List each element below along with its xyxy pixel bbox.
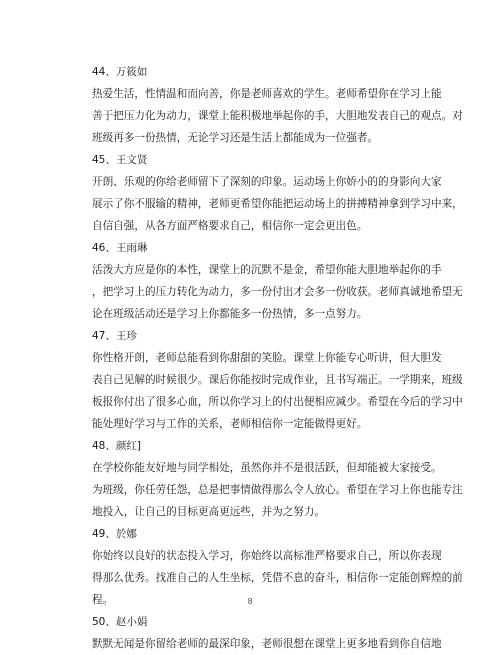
entry-paragraph — [92, 259, 463, 325]
paragraph-line: 活泼大方应是你的本性，课堂上的沉默不是金，希望你能大胆地举起你的手 — [92, 264, 442, 276]
paragraph-line: 为班级，你任劳任怨，总是把事情做得那么令人放心。希望在学习上你也能专注 — [92, 484, 463, 496]
entry-heading: 49、於娜 — [92, 528, 137, 540]
paragraph-line: 能处理好学习与工作的关系，老师相信你一定能做得更好。 — [92, 418, 368, 430]
paragraph-line: 你始终以良好的状态投入学习，你始终以高标准严格要求自己，所以你表现 — [92, 550, 442, 562]
paragraph-line: 展示了你不服输的精神，老师更希望你能把运动场上的拼搏精神拿到学习中来， — [92, 198, 463, 210]
document-body — [92, 61, 463, 655]
entry-paragraph — [92, 633, 442, 655]
entry-paragraph — [92, 457, 463, 523]
paragraph-line: 表自己见解的时候很少。课后你能按时完成作业，且书写端正。一学期来，班级 — [92, 374, 463, 386]
paragraph-line: 你性格开朗，老师总能看到你甜甜的笑脸。课堂上你能专心听讲，但大胆发 — [92, 352, 442, 364]
paragraph-line: ，把学习上的压力转化为动力，多一份付出才会多一份收获。老师真诚地希望无 — [92, 286, 463, 298]
entry-paragraph — [92, 347, 463, 435]
paragraph-line: 论在班级活动还是学习上你都能多一份热情，多一点努力。 — [92, 308, 368, 320]
paragraph-line: 得那么优秀。找准自己的人生坐标，凭借不息的奋斗，相信你一定能创辉煌的前 — [92, 572, 463, 584]
entry-heading: 48、颜红] — [92, 440, 141, 452]
entry-heading: 44、万筱如 — [92, 66, 148, 78]
paragraph-line: 在学校你能友好地与同学相处，虽然你并不是很活跃，但却能被大家接受。 — [92, 462, 442, 474]
entry-heading: 50、赵小娟 — [92, 616, 148, 628]
paragraph-line: 开朗、乐观的你给老师留下了深刻的印象。运动场上你娇小的的身影向大家 — [92, 176, 442, 188]
paragraph-line: 地投入，让自己的目标更高更远些，并为之努力。 — [92, 506, 326, 518]
entry-paragraph — [92, 83, 463, 149]
page-number: 8 — [247, 597, 253, 606]
entry-paragraph — [92, 171, 463, 237]
entry-heading: 46、王雨琳 — [92, 242, 148, 254]
paragraph-line: 默默无闻是你留给老师的最深印象，老师很想在课堂上更多地看到你自信地 — [92, 638, 442, 650]
paragraph-line: 热爱生活，性情温和而向善，你是老师喜欢的学生。老师希望你在学习上能 — [92, 88, 442, 100]
paragraph-line: 自信自强，从各方面严格要求自己，相信你一定会更出色。 — [92, 220, 368, 232]
paragraph-line: 程。 — [92, 594, 114, 606]
paragraph-line: 班级再多一份热情，无论学习还是生活上都能成为一位强者。 — [92, 132, 379, 144]
paragraph-line: 善于把压力化为动力，课堂上能积极地举起你的手，大胆地发表自己的观点。对 — [92, 110, 463, 122]
entry-heading: 45、王文贤 — [92, 154, 148, 166]
paragraph-line: 板报你付出了很多心血，所以你学习上的付出便相应减少。希望在今后的学习中 — [92, 396, 463, 408]
entry-heading: 47、王珍 — [92, 330, 137, 342]
